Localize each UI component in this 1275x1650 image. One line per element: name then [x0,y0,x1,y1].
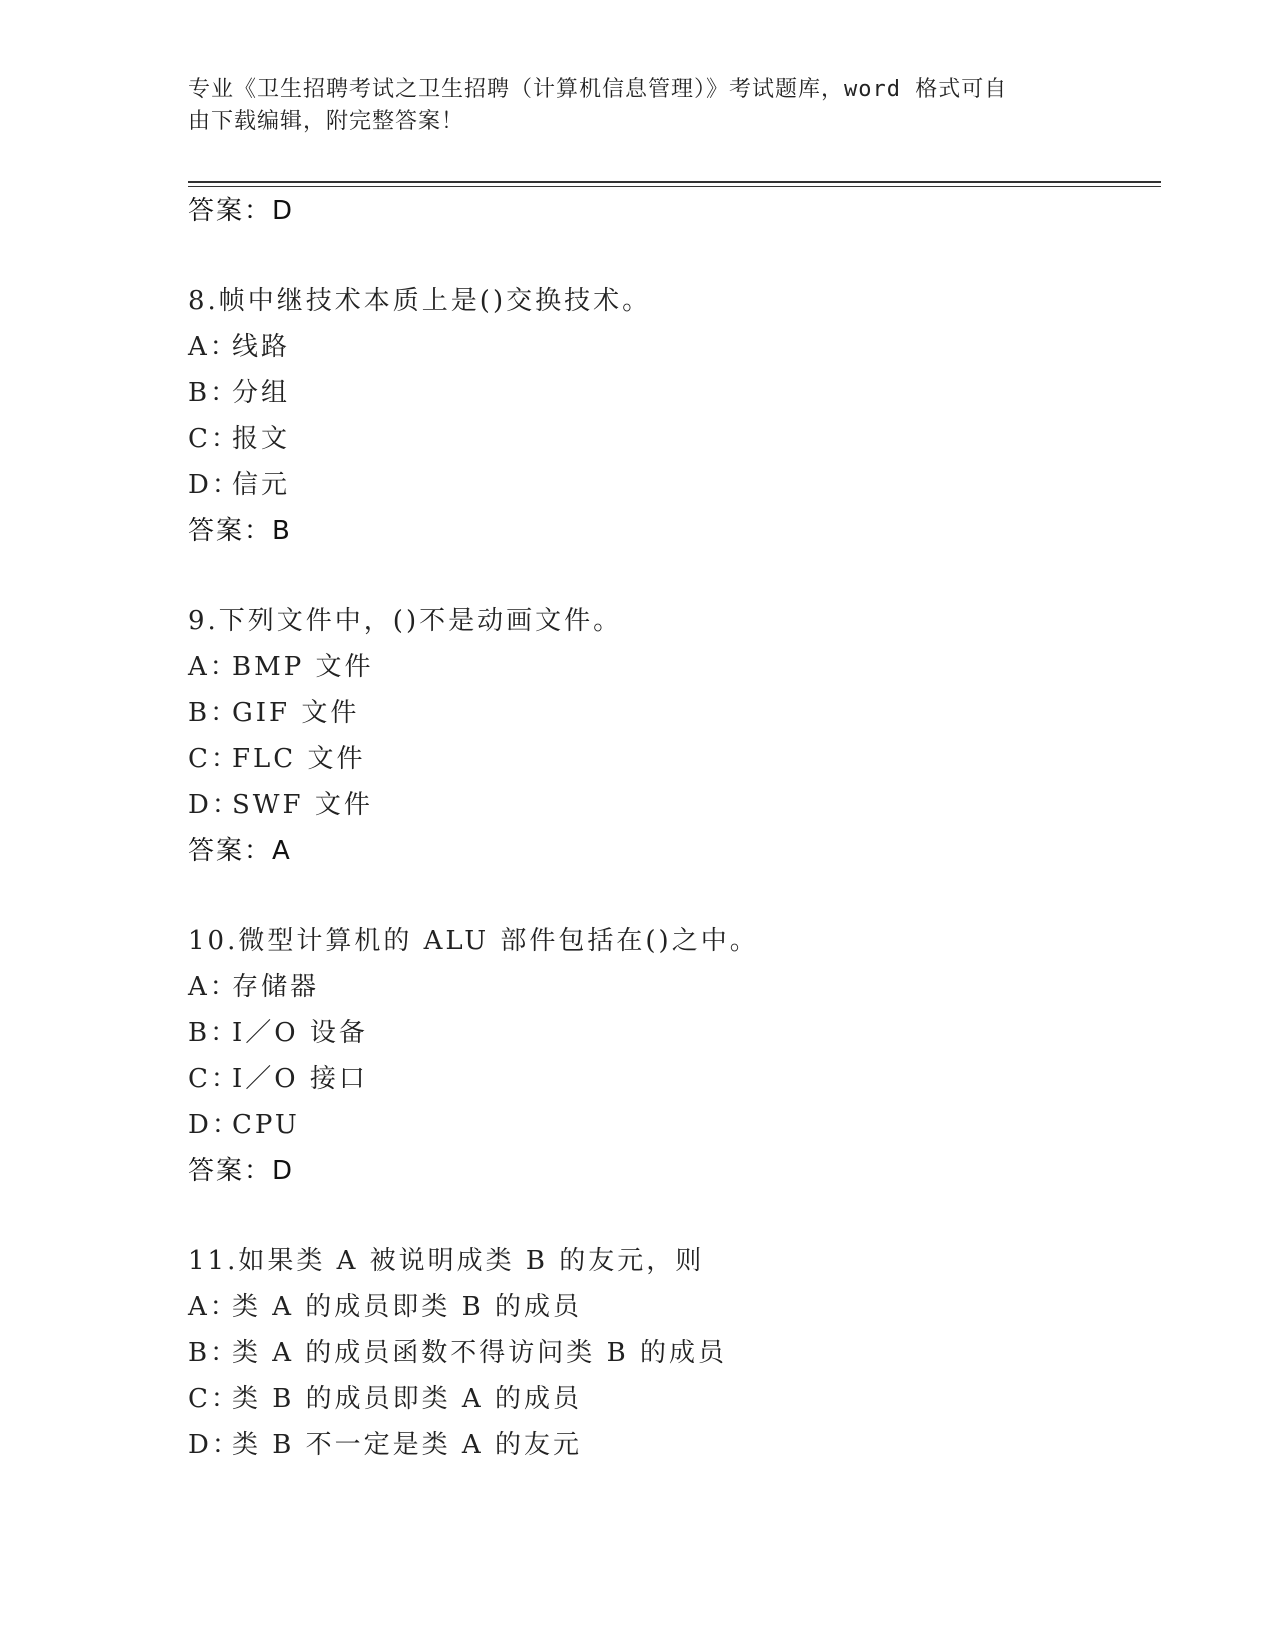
option-text: I／O 设备 [232,1018,368,1048]
option-text: 报文 [232,424,291,454]
option-text: 类 B 不一定是类 A 的友元 [232,1430,582,1460]
question-10 [188,918,1148,1194]
option-key: B： [188,1018,240,1048]
option-key: A： [188,332,239,362]
question-9 [188,598,1148,874]
option-key: D： [188,1110,241,1140]
question-text: 11.如果类 A 被说明成类 B 的友元，则 [188,1246,705,1276]
option-d [188,1102,1148,1148]
option-a [188,964,1148,1010]
question-8 [188,278,1148,554]
option-text: BMP 文件 [232,652,374,682]
option-key: C： [188,424,240,454]
option-c [188,416,1148,462]
option-text: 分组 [232,378,291,408]
option-b [188,370,1148,416]
answer: 答案：A [188,836,292,866]
answer: 答案：D [188,1156,295,1186]
option-key: D： [188,470,241,500]
option-key: A： [188,652,239,682]
option-c [188,1056,1148,1102]
header-divider-thin [188,186,1161,187]
option-key: D： [188,790,241,820]
option-d [188,1422,1148,1468]
option-a [188,324,1148,370]
option-text: CPU [232,1110,300,1140]
option-text: 信元 [232,470,291,500]
header-line-2: 由下载编辑，附完整答案！ [188,109,465,134]
option-text: SWF 文件 [232,790,373,820]
header-line-1: 专业《卫生招聘考试之卫生招聘（计算机信息管理）》考试题库，word 格式可自 [188,77,1008,102]
option-key: C： [188,1384,240,1414]
option-text: 类 A 的成员函数不得访问类 B 的成员 [232,1338,727,1368]
option-text: FLC 文件 [232,744,366,774]
option-b [188,1330,1148,1376]
option-key: D： [188,1430,241,1460]
option-c [188,736,1148,782]
option-d [188,462,1148,508]
previous-answer: 答案：D [188,196,295,226]
option-b [188,690,1148,736]
option-key: A： [188,1292,239,1322]
question-text: 8.帧中继技术本质上是()交换技术。 [188,286,652,316]
option-key: C： [188,744,240,774]
document-header [188,74,1068,138]
option-key: B： [188,698,240,728]
option-a [188,1284,1148,1330]
header-divider-thick [188,181,1161,183]
option-key: C： [188,1064,240,1094]
option-key: A： [188,972,239,1002]
option-d [188,782,1148,828]
question-text: 10.微型计算机的 ALU 部件包括在()之中。 [188,926,759,956]
option-text: 类 B 的成员即类 A 的成员 [232,1384,582,1414]
option-a [188,644,1148,690]
option-text: 存储器 [232,972,320,1002]
question-11 [188,1238,1148,1468]
question-list [188,188,1148,1468]
answer: 答案：B [188,516,292,546]
option-c [188,1376,1148,1422]
option-text: 线路 [232,332,291,362]
option-key: B： [188,1338,240,1368]
option-key: B： [188,378,240,408]
option-text: I／O 接口 [232,1064,368,1094]
option-text: GIF 文件 [232,698,360,728]
question-text: 9.下列文件中，()不是动画文件。 [188,606,623,636]
option-b [188,1010,1148,1056]
option-text: 类 A 的成员即类 B 的成员 [232,1292,582,1322]
